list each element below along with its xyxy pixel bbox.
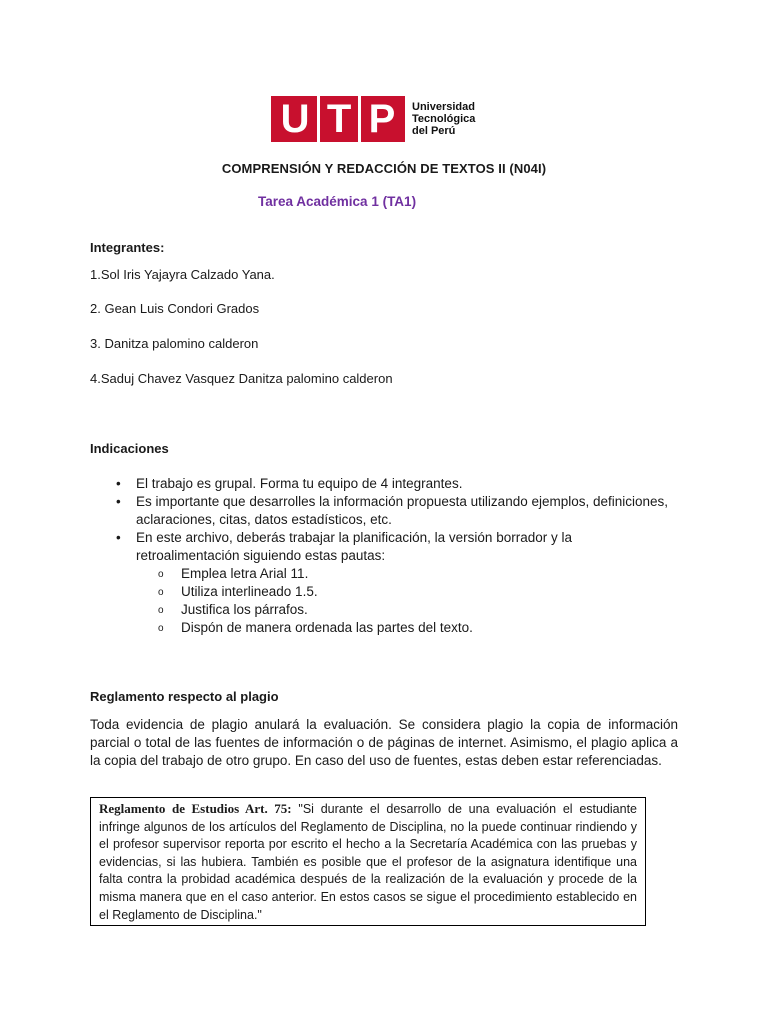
- bullet-icon: •: [116, 476, 121, 491]
- sub-bullet-icon: o: [158, 605, 164, 616]
- plagio-paragraph: Toda evidencia de plagio anulará la evaluación. Se considera plagio la copia de información parcial o total de las fuentes de información o de páginas de internet. Asimismo, el plagio aplica a la copia del trabajo de otro grupo. En caso del uso de fuentes, estas deben estar referenciadas.: [90, 717, 678, 768]
- logo-text-line: del Perú: [412, 125, 456, 137]
- logo-letter-u: U: [280, 97, 310, 141]
- sub-list-item: [112, 619, 672, 637]
- sub-list-item-text: Dispón de manera ordenada las partes del texto.: [181, 620, 473, 635]
- logo-text-line: Universidad: [412, 101, 475, 113]
- logo-separator: [358, 96, 361, 142]
- regulation-title: Reglamento de Estudios Art. 75:: [99, 801, 292, 816]
- sub-bullet-icon: o: [158, 587, 164, 598]
- sub-list-item: [112, 565, 672, 583]
- document-subtitle: Tarea Académica 1 (TA1): [258, 194, 417, 209]
- sub-list-item-text: Utiliza interlineado 1.5.: [181, 584, 318, 599]
- regulation-text: "Si durante el desarrollo de una evaluación el estudiante infringe algunos de los artículos del Reglamento de Disciplina, no la puede continuar rindiendo y el profesor supervisor reporta por escrito el hecho a la Secretaría Académica con las pruebas y evidencias, si las hubiera. También es posible que el profesor de la asignatura identifique una falta contra la probidad académica después de la realización de la evaluación y procede de la misma manera que en el caso anterior. En estos casos se sigue el procedimiento establecido en el Reglamento de Disciplina.": [99, 802, 638, 922]
- bullet-icon: •: [116, 494, 121, 509]
- member-item: 3. Danitza palomino calderon: [90, 336, 259, 351]
- logo-separator: [317, 96, 320, 142]
- sub-bullet-icon: o: [158, 569, 164, 580]
- list-item-text: El trabajo es grupal. Forma tu equipo de 4 integrantes.: [136, 476, 463, 491]
- list-item-text: Es importante que desarrolles la información propuesta utilizando ejemplos, definiciones, aclaraciones, citas, datos estadísticos, etc.: [136, 494, 669, 527]
- sub-list-item-text: Emplea letra Arial 11.: [181, 566, 309, 581]
- members-heading: Integrantes:: [90, 240, 165, 255]
- logo-wordmark: [412, 101, 475, 137]
- logo-letter-p: P: [368, 97, 396, 141]
- sub-bullet-icon: o: [158, 623, 164, 634]
- utp-logo: [271, 96, 475, 142]
- sub-list-item: [112, 601, 672, 619]
- logo-letter-t: T: [326, 97, 352, 141]
- list-item: [112, 475, 672, 493]
- member-item: 2. Gean Luis Condori Grados: [90, 301, 260, 316]
- bullet-icon: •: [116, 530, 121, 545]
- document-title: COMPRENSIÓN Y REDACCIÓN DE TEXTOS II (N04I): [221, 161, 547, 176]
- member-item: 4.Saduj Chavez Vasquez Danitza palomino calderon: [90, 371, 393, 386]
- sub-list-item-text: Justifica los párrafos.: [181, 602, 308, 617]
- list-item-text: En este archivo, deberás trabajar la planificación, la versión borrador y la retroalimentación siguiendo estas pautas:: [136, 530, 572, 563]
- plagio-heading: Reglamento respecto al plagio: [90, 689, 279, 704]
- logo-badge: [271, 96, 405, 142]
- sub-list-item: [112, 583, 672, 601]
- indications-heading: Indicaciones: [90, 441, 169, 456]
- list-item: [112, 493, 672, 529]
- logo-text-line: Tecnológica: [412, 113, 476, 125]
- regulation-box: [90, 797, 646, 926]
- indications-list: [112, 475, 672, 637]
- list-item: [112, 529, 672, 565]
- member-item: 1.Sol Iris Yajayra Calzado Yana.: [90, 267, 275, 282]
